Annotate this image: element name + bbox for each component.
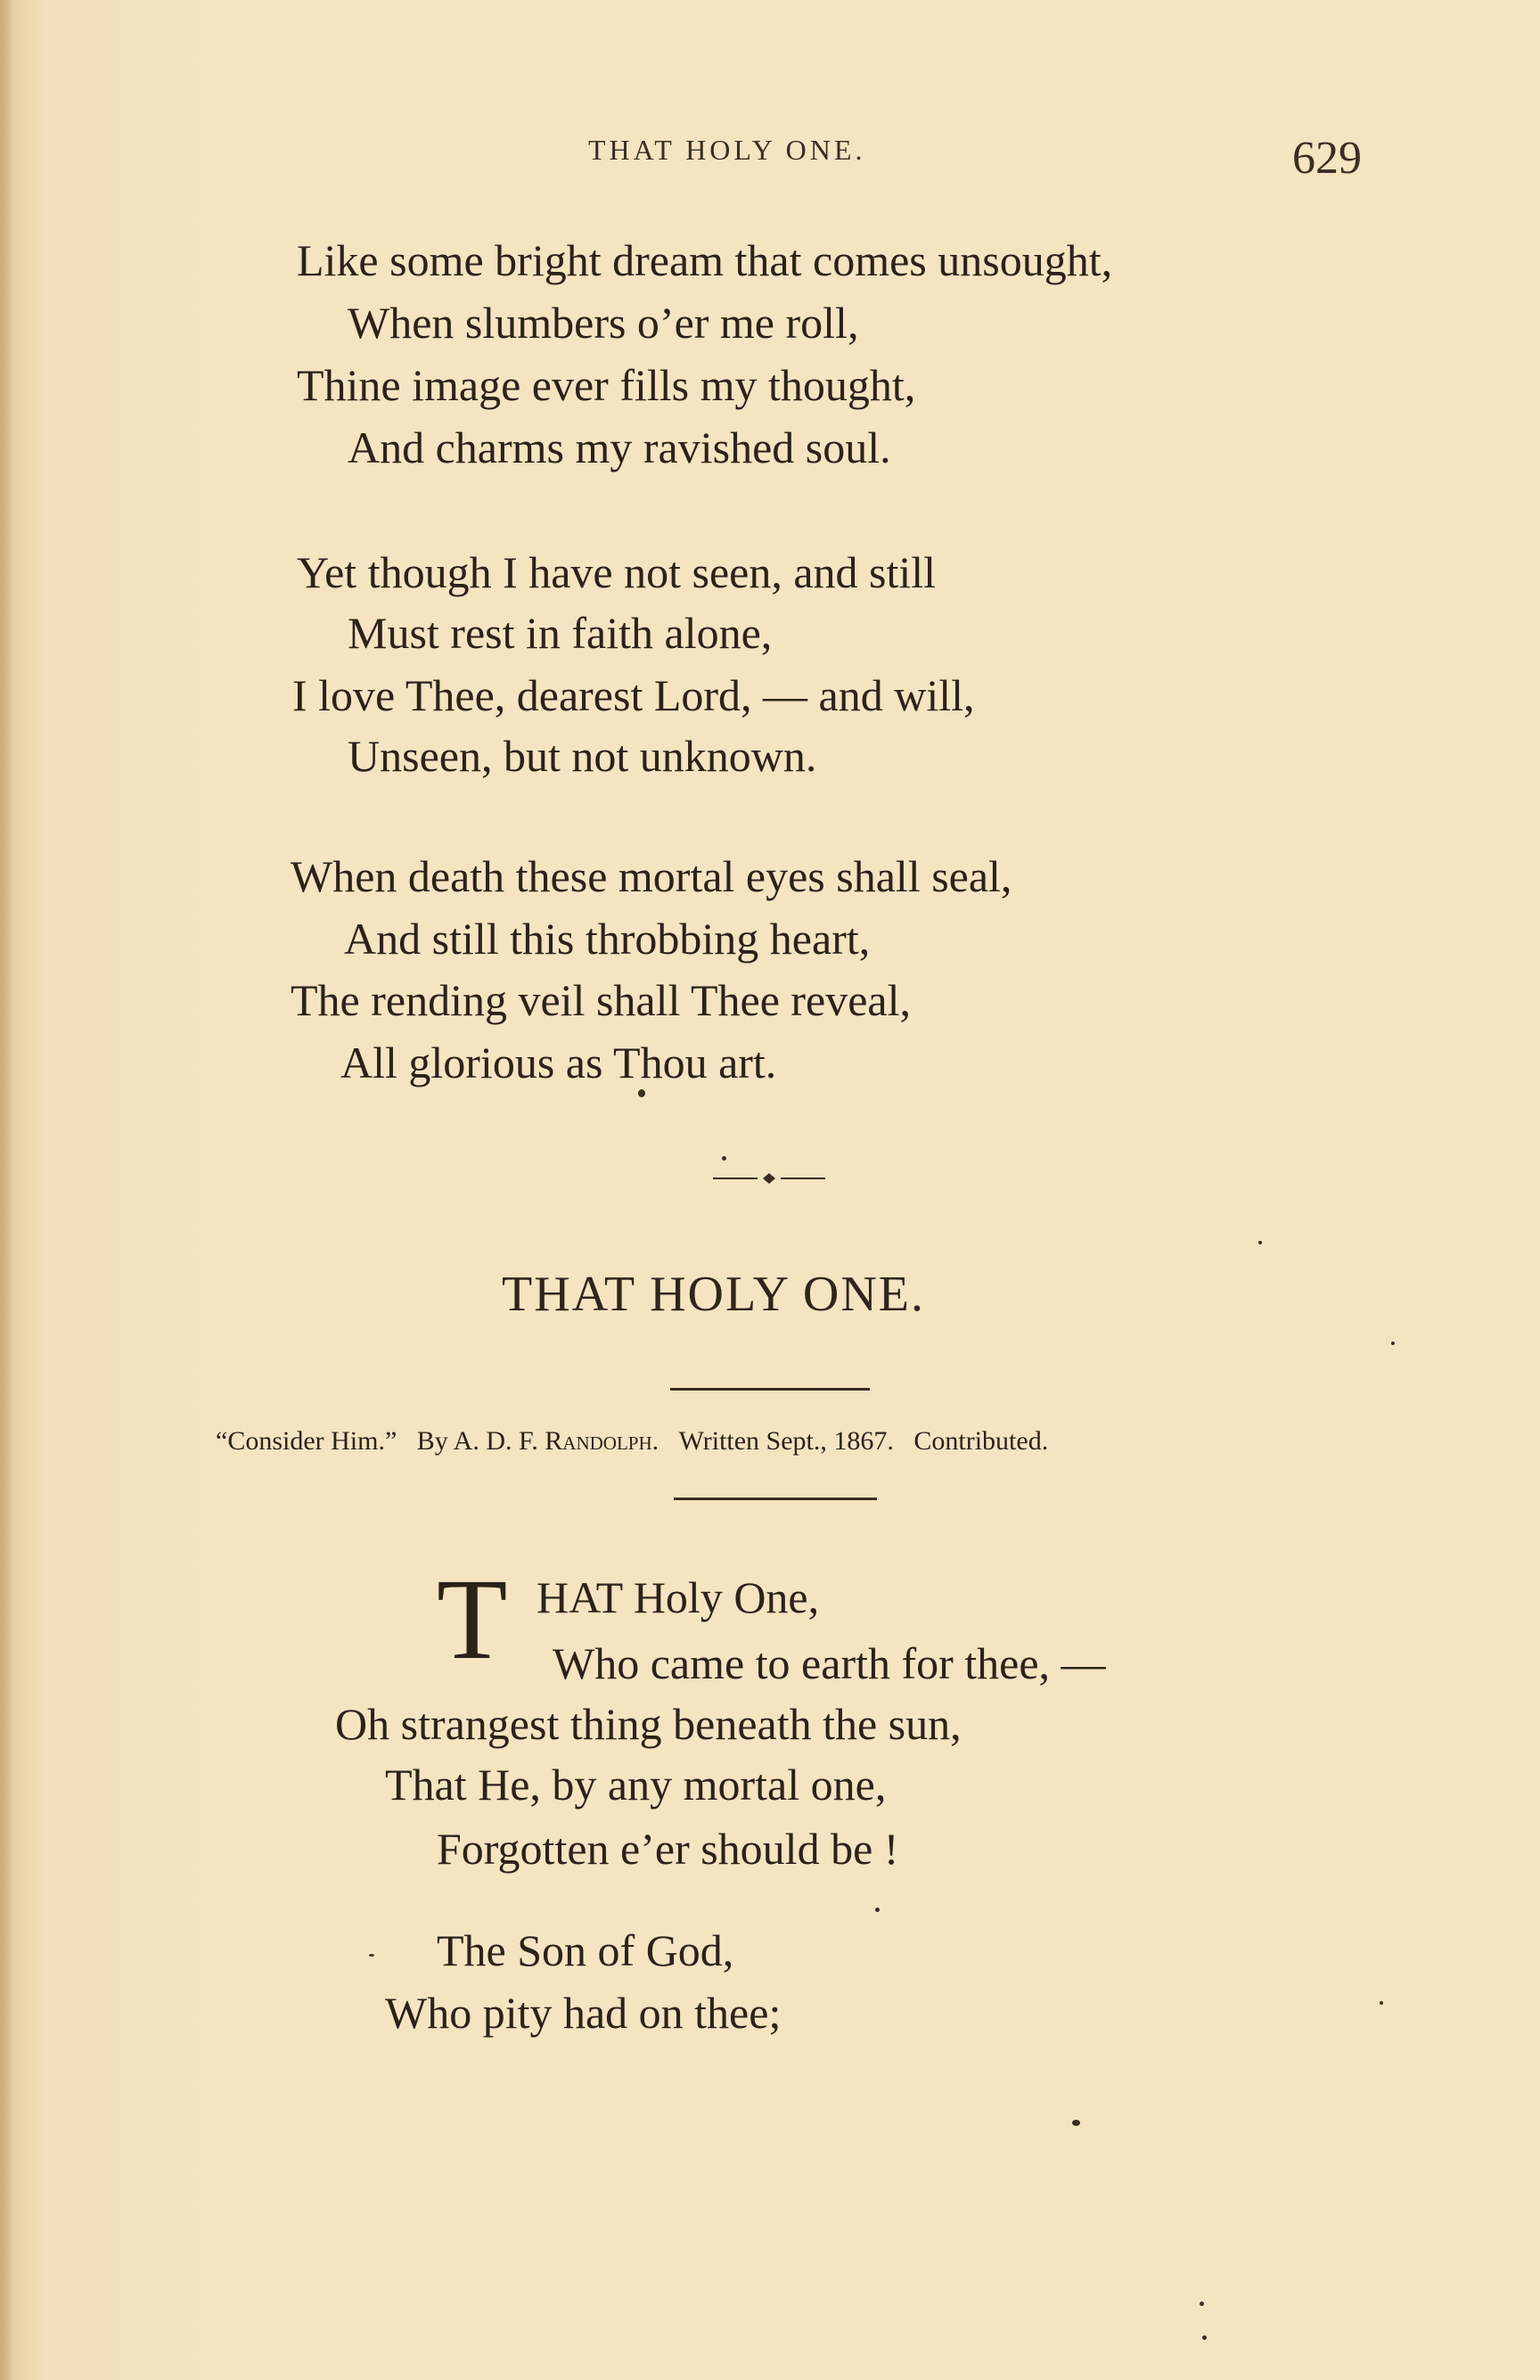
title-rule [670, 1388, 870, 1391]
poem-line: Thine image ever fills my thought, [297, 360, 916, 410]
poem-line: Unseen, but not unknown. [348, 731, 817, 781]
poem-line: The rending veil shall Thee reveal, [291, 975, 912, 1025]
spine-shadow [0, 0, 12, 2380]
poem-title: THAT HOLY ONE. [502, 1267, 926, 1322]
byline-by: By A. D. F. [416, 1426, 538, 1456]
poem-line: I love Thee, dearest Lord, — and will, [292, 670, 975, 720]
ink-speck [1380, 2001, 1383, 2005]
poem-byline [216, 1426, 1048, 1457]
poem-line: And charms my ravished soul. [348, 423, 891, 472]
poem-line: Forgotten e’er should be ! [437, 1824, 899, 1874]
ink-speck [722, 1156, 726, 1161]
poem-line: When death these mortal eyes shall seal, [291, 851, 1012, 901]
ink-speck [1202, 2335, 1207, 2340]
poem-line: Who came to earth for thee, — [553, 1638, 1106, 1688]
poem-line: Like some bright dream that comes unsought, [297, 235, 1113, 285]
poem-line: Yet though I have not seen, and still [297, 547, 937, 597]
poem-line: The Son of God, [437, 1925, 734, 1975]
page-number: 629 [1292, 133, 1362, 184]
ink-speck [875, 1908, 880, 1912]
ink-speck [1200, 2302, 1204, 2306]
poem-line: Must rest in faith alone, [348, 608, 773, 658]
byline-status: Contributed. [913, 1426, 1049, 1456]
byline-date: Written Sept., 1867. [678, 1426, 894, 1456]
poem-line: HAT Holy One, [537, 1572, 820, 1622]
byline-quote: “Consider Him.” [216, 1426, 397, 1456]
drop-cap: T [437, 1555, 508, 1684]
poem-line: Oh strangest thing beneath the sun, [335, 1699, 962, 1749]
ink-speck [638, 1089, 645, 1097]
byline-author: Randolph. [545, 1426, 659, 1456]
poem-line: When slumbers o’er me roll, [348, 298, 859, 348]
poem-line: That He, by any mortal one, [385, 1760, 887, 1810]
poem-line: And still this throbbing heart, [344, 914, 871, 964]
ink-speck [1072, 2120, 1080, 2126]
ink-speck [369, 1954, 374, 1957]
poem-line: All glorious as Thou art. [340, 1038, 777, 1087]
ink-speck [1258, 1241, 1262, 1244]
poem-line: Who pity had on thee; [385, 1988, 782, 2038]
section-divider-ornament [713, 1168, 825, 1189]
running-head: THAT HOLY ONE. [588, 134, 866, 166]
ink-speck [1391, 1342, 1395, 1345]
byline-rule [674, 1498, 877, 1500]
